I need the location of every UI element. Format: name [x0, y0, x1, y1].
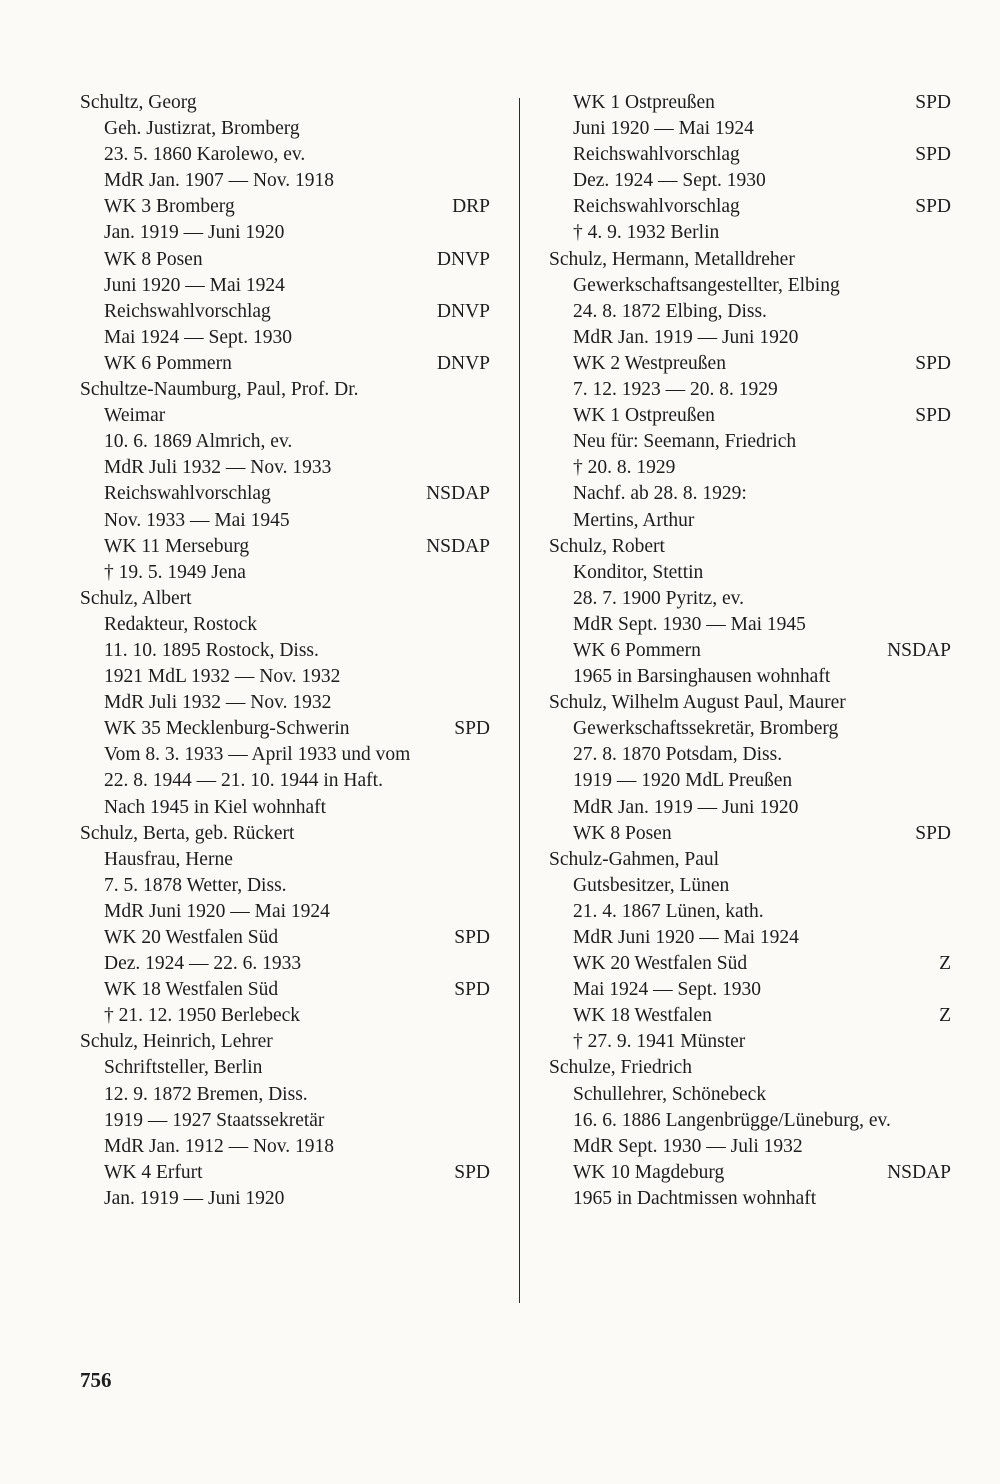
line-text: † 4. 9. 1932 Berlin [573, 222, 720, 244]
entry-detail-line [80, 142, 490, 168]
entry-detail-line [80, 873, 490, 899]
line-text: 21. 4. 1867 Lünen, kath. [573, 900, 764, 922]
line-text: Neu für: Seemann, Friedrich [573, 431, 797, 453]
line-text: Jan. 1919 — Juni 1920 [104, 222, 285, 244]
entry-detail-line [549, 455, 951, 481]
line-text: MdR Juli 1932 — Nov. 1933 [104, 457, 332, 479]
party-label: SPD [915, 196, 951, 218]
party-label: NSDAP [887, 639, 951, 661]
party-label: SPD [454, 1161, 490, 1183]
line-text: Schulz, Heinrich, Lehrer [80, 1031, 273, 1053]
line-text: Konditor, Stettin [573, 561, 704, 583]
line-text: WK 6 Pommern [573, 639, 701, 661]
biography-entry [80, 586, 490, 821]
entry-detail-line [549, 168, 951, 194]
party-label: NSDAP [426, 483, 490, 505]
line-text: 1965 in Dachtmissen wohnhaft [573, 1187, 817, 1209]
line-text: Mertins, Arthur [573, 509, 695, 531]
entry-detail-line [80, 351, 490, 377]
line-text: 7. 12. 1923 — 20. 8. 1929 [573, 379, 778, 401]
entry-detail-line [549, 116, 951, 142]
entry-name [549, 534, 951, 560]
entry-detail-line [549, 586, 951, 612]
entry-detail-line [80, 977, 490, 1003]
entry-detail-line [549, 377, 951, 403]
line-text: Schriftsteller, Berlin [104, 1057, 263, 1079]
entry-detail-line [549, 481, 951, 507]
biography-entry [80, 821, 490, 1030]
line-text: † 21. 12. 1950 Berlebeck [104, 1005, 301, 1027]
entry-detail-line [549, 664, 951, 690]
line-text: Mai 1924 — Sept. 1930 [104, 326, 292, 348]
line-text: Redakteur, Rostock [104, 613, 258, 635]
entry-detail-line [549, 325, 951, 351]
entry-detail-line [80, 299, 490, 325]
entry-detail-line [80, 429, 490, 455]
entry-detail-line [549, 873, 951, 899]
entry-detail-line [549, 220, 951, 246]
line-text: WK 18 Westfalen Süd [104, 979, 279, 1001]
entry-detail-line [549, 403, 951, 429]
entry-detail-line [549, 899, 951, 925]
entry-detail-line [549, 1108, 951, 1134]
line-text: WK 11 Merseburg [104, 535, 250, 557]
line-text: MdR Sept. 1930 — Juli 1932 [573, 1135, 803, 1157]
line-text: 7. 5. 1878 Wetter, Diss. [104, 874, 287, 896]
line-text: MdR Juni 1920 — Mai 1924 [104, 900, 330, 922]
entry-name [80, 821, 490, 847]
party-label: SPD [915, 144, 951, 166]
biography-entry [80, 377, 490, 586]
biography-entry [549, 1055, 951, 1212]
line-text: 10. 6. 1869 Almrich, ev. [104, 431, 293, 453]
party-label: DNVP [436, 300, 490, 322]
line-text: † 27. 9. 1941 Münster [573, 1031, 746, 1053]
line-text: Schulz, Berta, geb. Rückert [80, 822, 295, 844]
line-text: WK 8 Posen [104, 248, 203, 270]
line-text: MdR Jan. 1919 — Juni 1920 [573, 326, 799, 348]
entry-detail-line [549, 194, 951, 220]
entry-detail-line [80, 951, 490, 977]
line-text: Schultze-Naumburg, Paul, Prof. Dr. [80, 379, 359, 401]
entry-detail-line [80, 325, 490, 351]
entry-detail-line [549, 142, 951, 168]
party-label: SPD [454, 718, 490, 740]
line-text: 24. 8. 1872 Elbing, Diss. [573, 300, 767, 322]
line-text: Reichswahlvorschlag [104, 483, 271, 505]
line-text: 11. 10. 1895 Rostock, Diss. [104, 639, 319, 661]
line-text: Gewerkschaftssekretär, Bromberg [573, 718, 839, 740]
line-text: Mai 1924 — Sept. 1930 [573, 979, 761, 1001]
column-divider [519, 98, 520, 1303]
line-text: Nov. 1933 — Mai 1945 [104, 509, 290, 531]
entry-detail-line [549, 90, 951, 116]
entry-name [80, 586, 490, 612]
party-label: NSDAP [426, 535, 490, 557]
entry-name [549, 1055, 951, 1081]
line-text: MdR Jan. 1919 — Juni 1920 [573, 796, 799, 818]
line-text: Weimar [104, 405, 166, 427]
line-text: Hausfrau, Herne [104, 848, 233, 870]
entry-detail-line [80, 508, 490, 534]
line-text: Schultz, Georg [80, 92, 197, 113]
entry-detail-line [80, 455, 490, 481]
entry-detail-line [549, 299, 951, 325]
entry-detail-line [80, 1082, 490, 1108]
entry-detail-line [80, 795, 490, 821]
entry-detail-line [549, 612, 951, 638]
entry-detail-line [80, 1134, 490, 1160]
entry-detail-line [549, 977, 951, 1003]
entry-detail-line [549, 795, 951, 821]
party-label: SPD [915, 92, 951, 113]
entry-detail-line [80, 638, 490, 664]
entry-detail-line [549, 1029, 951, 1055]
entry-detail-line [80, 664, 490, 690]
line-text: Reichswahlvorschlag [573, 196, 740, 218]
entry-detail-line [549, 429, 951, 455]
entry-detail-line [549, 742, 951, 768]
page-number: 756 [80, 1368, 112, 1392]
party-label: DNVP [436, 248, 490, 270]
line-text: Dez. 1924 — Sept. 1930 [573, 170, 766, 192]
entry-detail-line [80, 194, 490, 220]
entry-detail-line [549, 716, 951, 742]
line-text: Schulz, Robert [549, 535, 665, 557]
line-text: Schulz, Wilhelm August Paul, Maurer [549, 692, 846, 714]
entry-detail-line [80, 534, 490, 560]
entry-detail-line [549, 951, 951, 977]
line-text: † 19. 5. 1949 Jena [104, 561, 246, 583]
line-text: Reichswahlvorschlag [104, 300, 271, 322]
line-text: WK 3 Bromberg [104, 196, 235, 218]
entry-detail-line [80, 168, 490, 194]
line-text: MdR Juni 1920 — Mai 1924 [573, 927, 799, 948]
party-label: DNVP [436, 352, 490, 374]
line-text: † 20. 8. 1929 [573, 457, 676, 479]
line-text: Vom 8. 3. 1933 — April 1933 und vom [104, 744, 411, 766]
line-text: WK 8 Posen [573, 822, 672, 844]
entry-detail-line [80, 847, 490, 873]
line-text: Schulz, Hermann, Metalldreher [549, 248, 795, 270]
entry-detail-line [549, 560, 951, 586]
entry-detail-line [549, 1186, 951, 1212]
biography-entry [549, 90, 951, 247]
entry-detail-line [80, 403, 490, 429]
entry-detail-line [80, 1055, 490, 1081]
line-text: Jan. 1919 — Juni 1920 [104, 1187, 285, 1209]
party-label: NSDAP [887, 1161, 951, 1183]
line-text: Juni 1920 — Mai 1924 [104, 274, 285, 296]
entry-detail-line [549, 638, 951, 664]
entry-detail-line [549, 1134, 951, 1160]
entry-name [549, 690, 951, 716]
party-label: DRP [452, 196, 490, 218]
line-text: WK 35 Mecklenburg-Schwerin [104, 718, 350, 740]
line-text: Schulze, Friedrich [549, 1057, 692, 1079]
line-text: Schulz, Albert [80, 587, 192, 609]
entry-detail-line [80, 560, 490, 586]
entry-detail-line [80, 768, 490, 794]
entry-detail-line [549, 768, 951, 794]
line-text: WK 10 Magdeburg [573, 1161, 725, 1183]
entry-detail-line [549, 1160, 951, 1186]
line-text: 27. 8. 1870 Potsdam, Diss. [573, 744, 783, 766]
line-text: Schullehrer, Schönebeck [573, 1083, 767, 1105]
entry-detail-line [80, 742, 490, 768]
biography-entry [549, 690, 951, 847]
line-text: WK 20 Westfalen Süd [573, 953, 748, 975]
entry-detail-line [80, 116, 490, 142]
left-column [80, 90, 490, 1212]
entry-detail-line [80, 925, 490, 951]
line-text: Nachf. ab 28. 8. 1929: [573, 483, 747, 505]
party-label: SPD [915, 352, 951, 374]
line-text: WK 4 Erfurt [104, 1161, 203, 1183]
entry-detail-line [549, 273, 951, 299]
line-text: Gewerkschaftsangestellter, Elbing [573, 274, 840, 296]
entry-detail-line [80, 1160, 490, 1186]
entry-detail-line [549, 351, 951, 377]
entry-detail-line [80, 1003, 490, 1029]
entry-detail-line [549, 821, 951, 847]
line-text: WK 20 Westfalen Süd [104, 927, 279, 948]
line-text: 23. 5. 1860 Karolewo, ev. [104, 144, 306, 166]
line-text: MdR Juli 1932 — Nov. 1932 [104, 692, 332, 714]
entry-detail-line [80, 1108, 490, 1134]
entry-detail-line [80, 273, 490, 299]
biography-entry [80, 1029, 490, 1212]
line-text: 16. 6. 1886 Langenbrügge/Lüneburg, ev. [573, 1109, 891, 1131]
line-text: WK 1 Ostpreußen [573, 405, 715, 427]
entry-detail-line [80, 716, 490, 742]
line-text: Dez. 1924 — 22. 6. 1933 [104, 953, 302, 975]
entry-detail-line [80, 1186, 490, 1212]
party-label: SPD [454, 979, 490, 1001]
biography-entry [549, 534, 951, 691]
party-label: Z [939, 1005, 951, 1027]
line-text: Juni 1920 — Mai 1924 [573, 118, 754, 140]
entry-detail-line [549, 1082, 951, 1108]
entry-detail-line [549, 925, 951, 951]
right-column [549, 90, 951, 1212]
line-text: Nach 1945 in Kiel wohnhaft [104, 796, 327, 818]
party-label: SPD [915, 405, 951, 427]
entry-name [549, 247, 951, 273]
line-text: MdR Jan. 1912 — Nov. 1918 [104, 1135, 335, 1157]
biography-entry [549, 247, 951, 534]
line-text: Schulz-Gahmen, Paul [549, 848, 720, 870]
party-label: SPD [454, 927, 490, 948]
party-label: SPD [915, 822, 951, 844]
entry-detail-line [80, 220, 490, 246]
line-text: WK 18 Westfalen [573, 1005, 712, 1027]
entry-name [80, 90, 490, 116]
entry-detail-line [80, 481, 490, 507]
entry-detail-line [80, 612, 490, 638]
line-text: Gutsbesitzer, Lünen [573, 874, 730, 896]
entry-detail-line [80, 899, 490, 925]
line-text: 1919 — 1920 MdL Preußen [573, 770, 793, 792]
entry-detail-line [549, 508, 951, 534]
line-text: WK 2 Westpreußen [573, 352, 726, 374]
entry-detail-line [80, 247, 490, 273]
line-text: MdR Sept. 1930 — Mai 1945 [573, 613, 806, 635]
line-text: 1921 MdL 1932 — Nov. 1932 [104, 666, 341, 688]
line-text: MdR Jan. 1907 — Nov. 1918 [104, 170, 335, 192]
party-label: Z [939, 953, 951, 975]
entry-name [80, 377, 490, 403]
line-text: 28. 7. 1900 Pyritz, ev. [573, 587, 744, 609]
biography-entry [549, 847, 951, 1056]
entry-detail-line [549, 1003, 951, 1029]
entry-detail-line [80, 690, 490, 716]
line-text: Geh. Justizrat, Bromberg [104, 118, 300, 140]
line-text: 12. 9. 1872 Bremen, Diss. [104, 1083, 308, 1105]
line-text: 22. 8. 1944 — 21. 10. 1944 in Haft. [104, 770, 383, 792]
line-text: Reichswahlvorschlag [573, 144, 740, 166]
line-text: 1965 in Barsinghausen wohnhaft [573, 666, 831, 688]
entry-name [80, 1029, 490, 1055]
line-text: WK 1 Ostpreußen [573, 92, 715, 113]
line-text: 1919 — 1927 Staatssekretär [104, 1109, 325, 1131]
entry-name [549, 847, 951, 873]
biography-entry [80, 90, 490, 377]
line-text: WK 6 Pommern [104, 352, 232, 374]
